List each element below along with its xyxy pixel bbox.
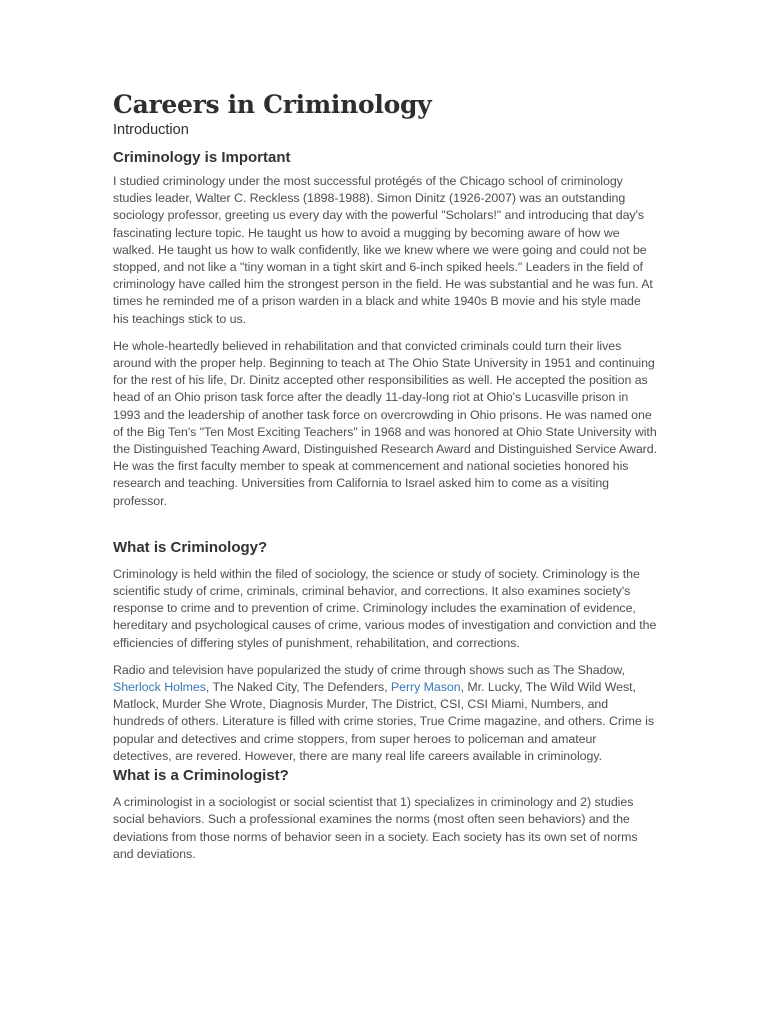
paragraph-criminologist-1: A criminologist in a sociologist or social scientist that 1) specializes in criminology and 2) studies social behaviors. Such a professional examines the norms (most often seen behaviors) and the deviations from those norms of behavior seen in a society. Each society has its own set of norms and deviations.: [113, 795, 638, 861]
section-heading-important: Criminology is Important: [113, 149, 291, 166]
section-heading-what-is-criminology: What is Criminology?: [113, 538, 268, 556]
perry-mason-link[interactable]: Perry Mason: [390, 680, 461, 695]
paragraph-what-is-1: Criminology is held within the filed of sociology, the science or study of society. Criminology is the scientific study of crime, criminals, criminal behavior, and corrections. It also examines society's response to crime and to prevention of crime. Criminology includes the examination of evidence, hereditary and psychological causes of crime, various modes of investigation and conviction and the efficiencies of differing styles of punishment, rehabilitation, and corrections.: [113, 566, 657, 650]
paragraph-text-segment: , Mr. Lucky, The Wild Wild West, Matlock, Murder She Wrote, Diagnosis Murder, The District, CSI, CSI Miami, Numbers, and hundreds of others. Literature is filled with crime stories, True Crime magazine, and others. Crime is popular and detectives and crime stoppers, from super heroes to policeman and amateur detectives, are revered. However, there are many real life careers available in criminology.: [113, 680, 654, 763]
paragraph-what-is-2: [113, 662, 658, 765]
paragraph-important-2: He whole-heartedly believed in rehabilitation and that convicted criminals could turn their lives around with the proper help. Beginning to teach at The Ohio State University in 1951 and continuing for the rest of his life, Dr. Dinitz accepted other responsibilities as well. He accepted the position as head of an Ohio prison task force after the deadly 11-day-long riot at Ohio's Lucasville prison in 1993 and the leadership of another task force on overcrowding in Ohio prisons. He was named one of the Big Ten's "Ten Most Exciting Teachers" in 1968 and was honored at Ohio State University with the Distinguished Teaching Award, Distinguished Research Award and Distinguished Service Award. He was the first faculty member to speak at commencement and national societies honored his research and teaching. Universities from California to Israel asked him to come as a visiting professor.: [113, 338, 657, 508]
paragraph-text-segment: , The Naked City, The Defenders,: [205, 680, 391, 695]
section-heading-what-is-criminologist: What is a Criminologist?: [113, 767, 289, 785]
paragraph-important-1: I studied criminology under the most successful protégés of the Chicago school of criminology studies leader, Walter C. Reckless (1898-1988). Simon Dinitz (1926-2007) was an outstanding sociology professor, greeting us every day with the powerful "Scholars!" and introducing that day's fascinating lecture topic. He taught us how to avoid a mugging by becoming aware of how we walked. He taught us how to walk confidently, like we knew where we were going and could not be stopped, and not like a "tiny woman in a tight skirt and 6-inch spiked heels." Leaders in the field of criminology have called him the strongest person in the field. He was substantial and he was fun. At times he reminded me of a prison warden in a black and white 1940s B movie and his style made his teachings stick to us.: [113, 174, 653, 326]
paragraph-text-segment: Radio and television have popularized the study of crime through shows such as The Shadow,: [113, 662, 625, 677]
document-title: Careers in Criminology: [113, 90, 432, 119]
introduction-heading: Introduction: [113, 122, 189, 138]
document-page: [113, 88, 658, 863]
sherlock-holmes-link[interactable]: Sherlock Holmes: [113, 680, 206, 695]
